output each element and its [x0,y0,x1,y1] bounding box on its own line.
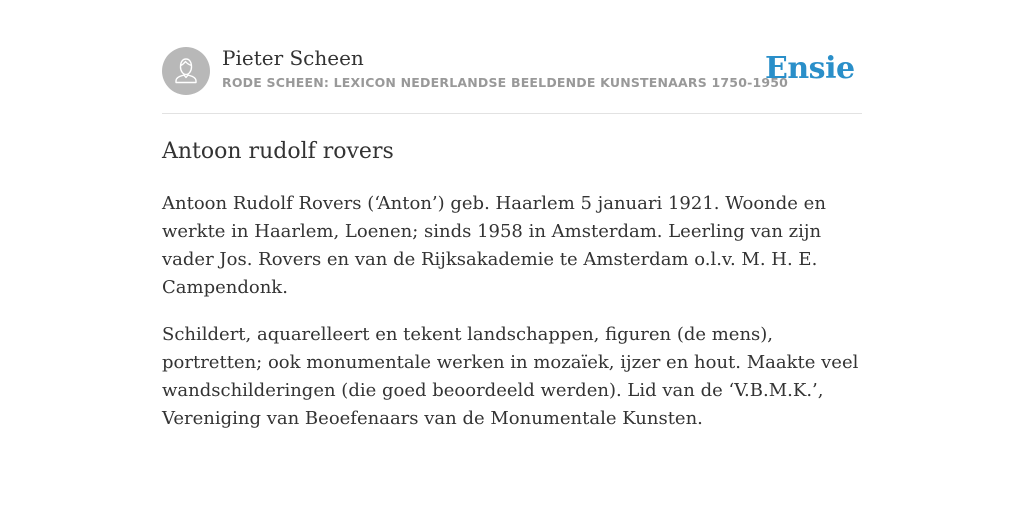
article-title: Antoon rudolf rovers [162,139,394,164]
article-paragraph: Antoon Rudolf Rovers (‘Anton’) geb. Haarlem 5 januari 1921. Woonde en werkte in Haarlem, Loenen; sinds 1958 in Amsterdam. Leerling van zijn vader Jos. Rovers en van de Rijksakademie te Amsterdam o.l.v. M. H. E. Campendonk. [162,193,826,298]
article-paragraph: Schildert, aquarelleert en tekent landschappen, figuren (de mens), portretten; ook monumentale werken in mozaïek, ijzer en hout. Maakte veel wandschilderingen (die goed beoordeeld werden). Lid van de ‘V.B.M.K.’, Vereniging van Beoefenaars van de Monumentale Kunsten. [162,324,859,429]
author-header [162,45,862,97]
author-name[interactable]: Pieter Scheen [222,46,364,70]
avatar[interactable] [162,47,210,95]
article-body [162,190,867,452]
ensie-logo[interactable]: Ensie [765,51,855,86]
source-title[interactable]: RODE SCHEEN: LEXICON NEDERLANDSE BEELDENDE KUNSTENAARS 1750-1950 [222,75,789,90]
divider [162,113,862,114]
user-silhouette-icon [162,47,210,95]
